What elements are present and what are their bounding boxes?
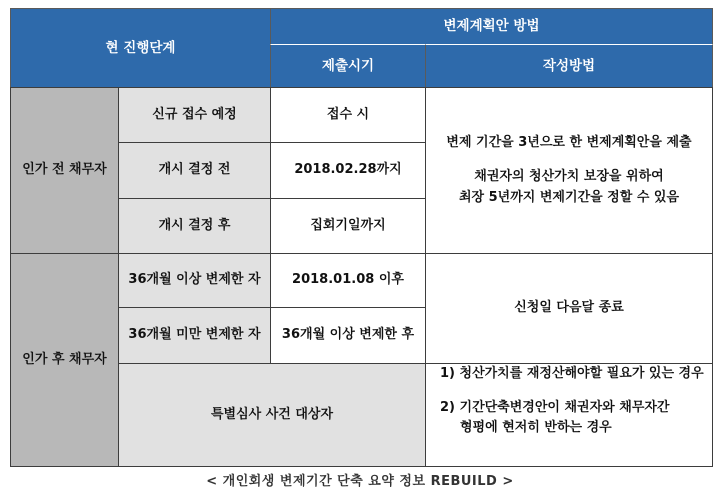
method-before-line-3: 최장 5년까지 변제기간을 정할 수 있음: [458, 189, 680, 205]
row-after-decision-timing-value: 집회기일까지: [310, 217, 386, 233]
row-new-timing-value: 접수 시: [326, 106, 370, 122]
header-method-label: 작성방법: [542, 57, 596, 74]
method-after-text: 신청일 다음달 종료: [514, 300, 624, 316]
repayment-period-table: [10, 8, 713, 467]
row-new-timing: [270, 87, 426, 143]
method-before-line-1: 변제 기간을 3년으로 한 변제계획안을 제출: [446, 135, 692, 151]
row-paid-36-over-stage-label: 36개월 이상 변제한 자: [128, 272, 261, 288]
row-special-stage: [118, 363, 426, 467]
group-after-label: 인가 후 채무자: [22, 351, 107, 367]
row-after-decision-stage-label: 개시 결정 후: [158, 217, 231, 233]
method-special-line-3: 형평에 현저히 반하는 경우: [460, 420, 612, 436]
method-special: [425, 363, 713, 467]
row-before-decision-stage: [118, 142, 271, 199]
row-after-decision-timing: [270, 198, 426, 254]
group-before-approval: [10, 87, 119, 254]
method-before-approval: [425, 87, 713, 254]
group-before-label: 인가 전 채무자: [22, 162, 107, 178]
method-special-line-1: 1) 청산가치를 재정산해야할 필요가 있는 경우: [440, 366, 704, 381]
row-paid-36-under-stage-label: 36개월 미만 변제한 자: [128, 327, 261, 343]
header-stage-label: 현 진행단계: [105, 39, 176, 56]
row-special-stage-label: 특별심사 사건 대상자: [210, 406, 334, 422]
row-new-stage-label: 신규 접수 예정: [152, 106, 237, 122]
row-before-decision-timing: [270, 142, 426, 199]
header-stage: [10, 8, 271, 88]
row-new-stage: [118, 87, 271, 143]
row-before-decision-timing-value: 2018.02.28까지: [294, 162, 402, 178]
header-timing: [270, 44, 426, 88]
row-paid-36-over-timing: [270, 253, 426, 308]
header-timing-label: 제출시기: [321, 57, 375, 74]
method-special-line-2: 2) 기간단축변경안이 채권자와 채무자간: [440, 400, 670, 416]
header-plan-label: 변제계획안 방법: [443, 18, 540, 35]
row-paid-36-under-timing-value: 36개월 이상 변제한 후: [281, 327, 415, 343]
table-caption: < 개인회생 변제기간 단축 요약 정보 REBUILD >: [206, 474, 514, 489]
group-after-approval: [10, 253, 119, 467]
method-after-approval: [425, 253, 713, 364]
header-method: [425, 44, 713, 88]
row-paid-36-over-stage: [118, 253, 271, 308]
row-paid-36-over-timing-value: 2018.01.08 이후: [292, 272, 404, 288]
row-after-decision-stage: [118, 198, 271, 254]
row-before-decision-stage-label: 개시 결정 전: [158, 162, 231, 178]
row-paid-36-under-timing: [270, 307, 426, 364]
method-before-line-2: 채권자의 청산가치 보장을 위하여: [474, 169, 664, 185]
row-paid-36-under-stage: [118, 307, 271, 364]
header-plan: [270, 8, 713, 45]
